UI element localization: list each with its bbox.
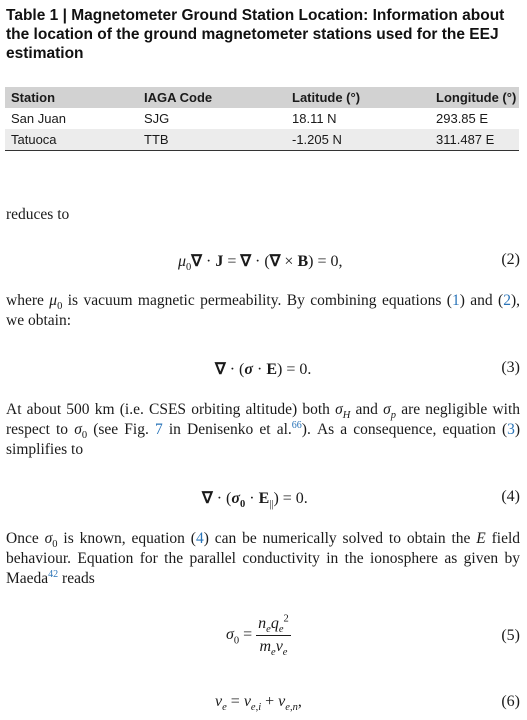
eq-link-1[interactable]: 1 <box>451 292 460 309</box>
equation-3-body: ∇ · (σ · E) = 0. <box>215 361 312 378</box>
paragraph-3: Once $\sigma_0$ is known, equation (4) can be numerically solved to obtain the E field behaviour. Equation for the parallel conductivity in the ionosphere as given by Maeda$^{42}$ reads <box>6 530 521 587</box>
table-row <box>5 129 519 151</box>
cell-iaga-code: TTB <box>138 129 286 151</box>
cell-station: San Juan <box>11 111 66 126</box>
paragraph-reduces: reduces to <box>6 206 70 223</box>
equation-4-body: ∇ · $(\sigma_0 \cdot E_{||}) = 0$. <box>202 490 308 511</box>
header-station: Station <box>11 90 56 105</box>
equation-5-body: $\sigma_0$ = $\frac{n_eq_e^2}{m_e\nu_e}$ <box>226 613 289 659</box>
equation-4-number: (4) <box>501 488 520 505</box>
header-iaga-code: IAGA Code <box>144 90 213 105</box>
cell-station: Tatuoca <box>5 129 138 151</box>
table-row <box>5 108 519 129</box>
header-latitude: Latitude (°) <box>292 90 361 105</box>
equation-2 <box>0 248 527 274</box>
cell-longitude: 293.85 E <box>436 111 489 126</box>
paragraph-1: where $\mu_0$ is vacuum magnetic permeability. By combining equations (1) and (2), we obtain: <box>6 292 520 329</box>
equation-5 <box>0 615 527 665</box>
equation-2-body: $\mu_0\nabla \cdot J$ = ∇ · (∇ × B) = 0, <box>178 253 343 274</box>
cell-latitude: -1.205 N <box>286 129 430 151</box>
eq-link-3[interactable]: 3 <box>507 421 515 438</box>
paragraph-2: At about 500 km (i.e. CSES orbiting altitude) both $\sigma_H$ and $\sigma_p$ are negligible with respect to $\sigma_0$ (see Fig. 7 in Denisenko et al.$^{66}$). As a consequence, equation (3) simplifies to <box>6 401 521 458</box>
cell-latitude: 18.11 N <box>292 111 337 126</box>
station-table <box>5 87 519 151</box>
equation-4 <box>0 485 527 511</box>
equation-2-number: (2) <box>501 251 520 268</box>
equation-6-body: $\nu_e = \nu_{e,i} + \nu_{e,n}$, <box>215 693 302 714</box>
eq-link-2[interactable]: 2 <box>503 292 511 309</box>
equation-5-number: (5) <box>501 627 520 644</box>
table-header-row <box>5 87 519 108</box>
eq-link-4[interactable]: 4 <box>195 530 204 547</box>
equation-6-number: (6) <box>501 693 520 710</box>
citation-66[interactable]: 66 <box>291 419 302 431</box>
header-longitude: Longitude (°) <box>436 90 517 105</box>
cell-iaga-code: SJG <box>144 111 170 126</box>
equation-6 <box>0 690 527 716</box>
figure-link-7[interactable]: 7 <box>154 421 163 438</box>
table-caption: Table 1 | Magnetometer Ground Station Location: Information about the location of the ground magnetometer stations used for the EEJ estimation <box>6 7 505 62</box>
cell-longitude: 311.487 E <box>430 129 519 151</box>
equation-3 <box>0 356 527 382</box>
equation-3-number: (3) <box>501 359 520 376</box>
citation-42[interactable]: 42 <box>48 568 59 580</box>
